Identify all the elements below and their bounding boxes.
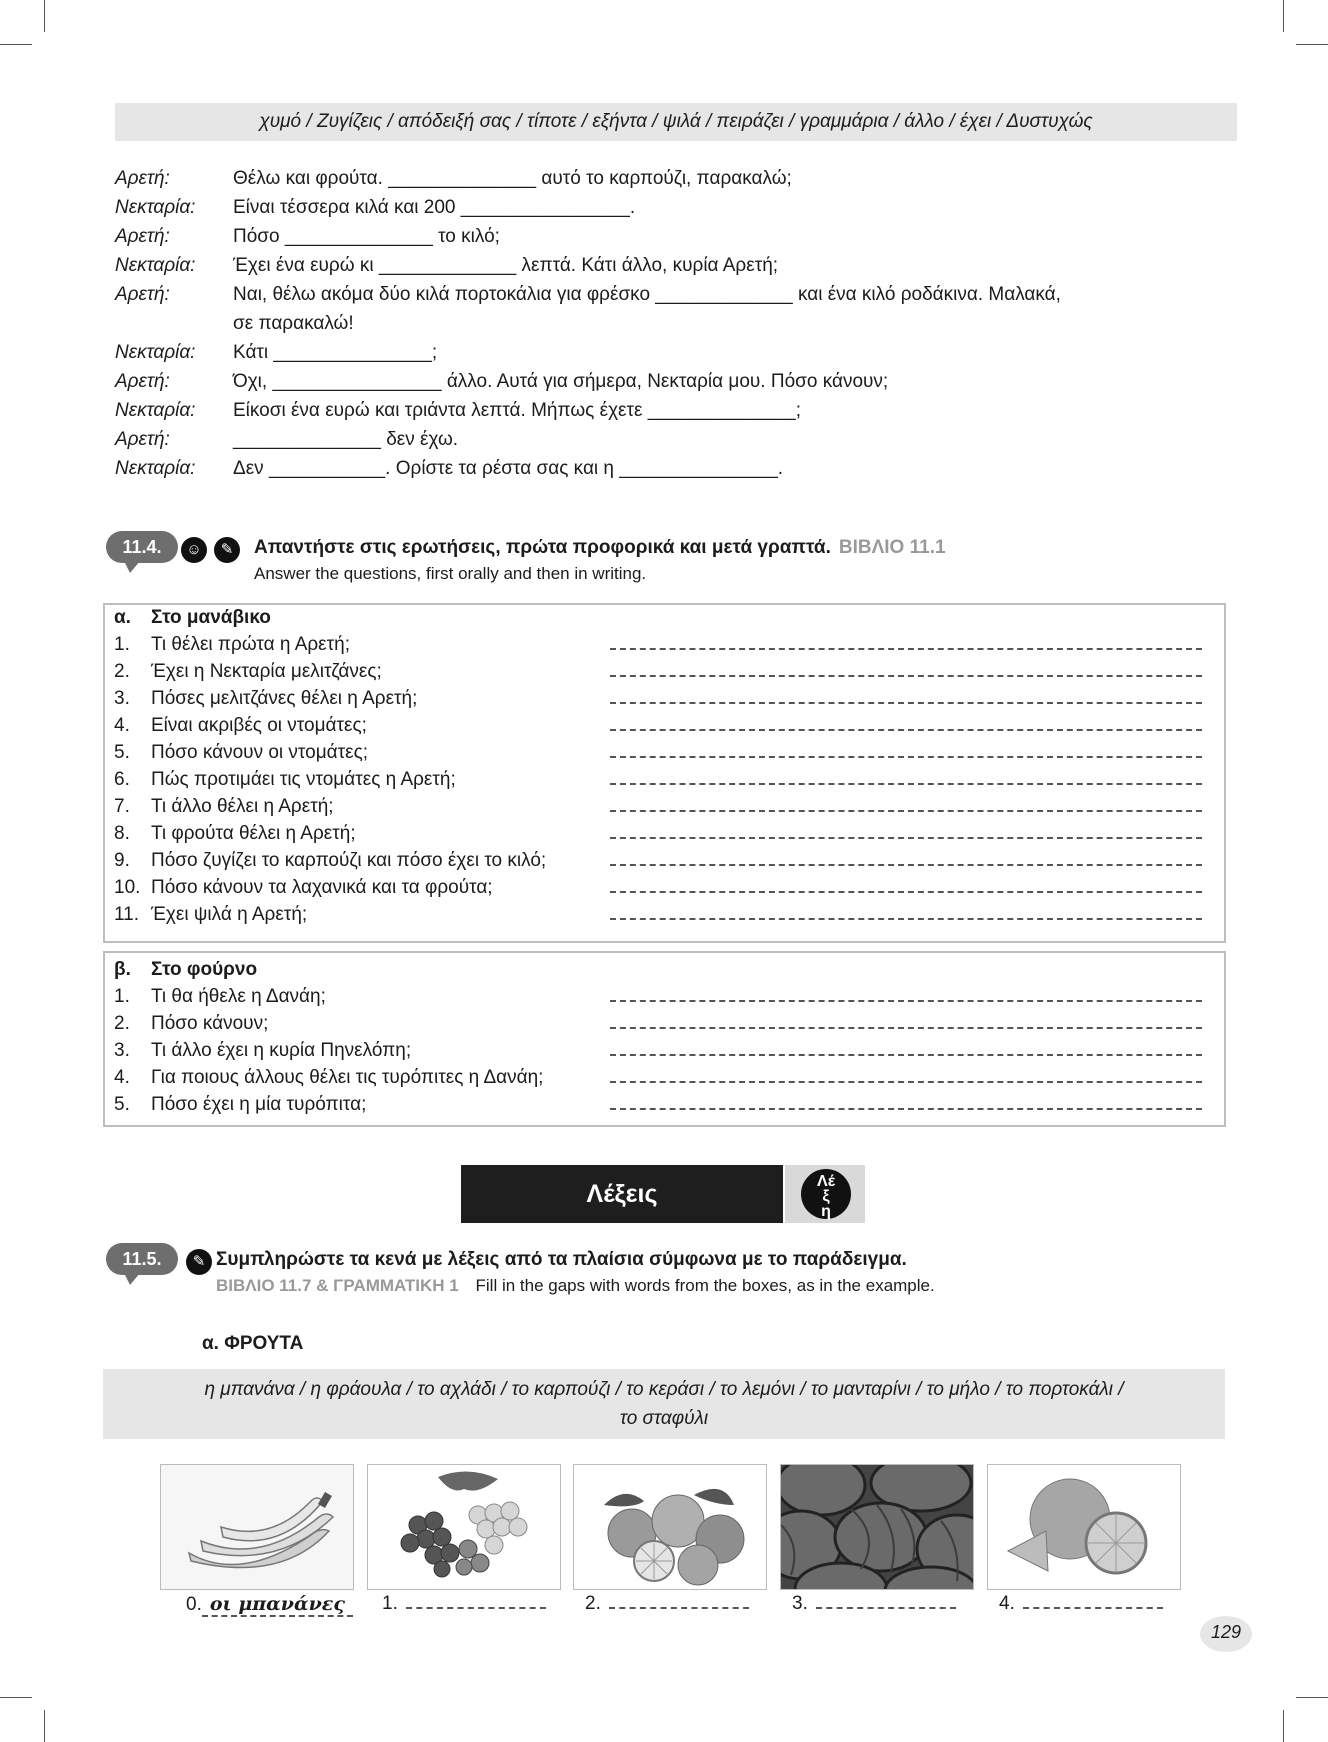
question [114, 847, 546, 874]
line-text: Είκοσι ένα ευρώ και τριάντα λεπτά. Μήπως έχετε ______________; [233, 400, 801, 421]
question-number: 2. [114, 661, 130, 682]
line-text: Δεν ___________. Ορίστε τα ρέστα σας και η _______________. [233, 458, 784, 479]
book-reference: ΒΙΒΛΙΟ 11.7 & ΓΡΑΜΜΑΤΙΚΗ 1 [216, 1276, 459, 1295]
caption-number: 3. [792, 1593, 808, 1614]
question-text: Τι φρούτα θέλει η Αρετή; [151, 823, 356, 844]
caption[interactable] [585, 1593, 749, 1615]
question-text: Πόσο κάνουν τα λαχανικά και τα φρούτα; [151, 877, 493, 898]
question-number: 10. [114, 877, 141, 898]
mandarins-image [573, 1464, 767, 1590]
dialogue-continuation: σε παρακαλώ! [233, 313, 354, 334]
question [114, 1037, 411, 1064]
word-box-line: το σταφύλι [619, 1408, 709, 1429]
question-text: Πόσο ζυγίζει το καρπούζι και πόσο έχει το κιλό; [151, 850, 547, 871]
section-letter: β. [114, 959, 131, 980]
question [114, 793, 334, 820]
book-reference: ΒΙΒΛΙΟ 11.1 [838, 537, 946, 558]
speaker: Αρετή: [115, 371, 170, 392]
question-number: 3. [114, 688, 130, 709]
banner-title: Λέξεις [586, 1180, 658, 1208]
dialogue-line [115, 164, 792, 193]
crop-mark [44, 0, 45, 32]
question-text: Τι θα ήθελε η Δανάη; [151, 986, 326, 1007]
answer-line[interactable] [610, 918, 1202, 920]
question [114, 631, 350, 658]
exercise-badge: 11.4. [106, 531, 178, 563]
question-number: 1. [114, 986, 130, 1007]
question [114, 1064, 543, 1091]
crop-mark [1296, 1697, 1328, 1698]
crop-mark [1283, 0, 1284, 32]
speaker: Νεκταρία: [115, 342, 196, 363]
question [114, 712, 367, 739]
question-text: Πόσο έχει η μία τυρόπιτα; [151, 1094, 367, 1115]
question [114, 1091, 366, 1118]
speak-icon: ☺ [181, 537, 207, 563]
question-number: 7. [114, 796, 130, 817]
question-number: 5. [114, 742, 130, 763]
question [114, 1010, 268, 1037]
lexeis-logo-icon [801, 1169, 851, 1219]
dialogue-line [115, 193, 635, 222]
line-text: Έχει ένα ευρώ κι _____________ λεπτά. Κάτι άλλο, κυρία Αρετή; [233, 255, 779, 276]
answer-line[interactable] [610, 675, 1202, 677]
line-text: Κάτι _______________; [233, 342, 438, 363]
answer-line[interactable] [610, 1081, 1202, 1083]
answer-gap[interactable] [609, 1593, 749, 1609]
answer-line[interactable] [610, 1027, 1202, 1029]
grapes-image [367, 1464, 561, 1590]
example-answer: οι μπανάνες [202, 1593, 353, 1617]
section-title: Στο φούρνο [151, 959, 258, 980]
speaker: Νεκταρία: [115, 197, 196, 218]
question [114, 658, 382, 685]
caption[interactable] [999, 1593, 1163, 1615]
word-box [115, 103, 1237, 141]
word-box-text: χυμό / Ζυγίζεις / απόδειξή σας / τίποτε / εξήντα / ψιλά / πειράζει / γραμμάρια / άλλο / έχει / Δυστυχώς [259, 111, 1093, 132]
exercise-badge: 11.5. [106, 1243, 178, 1275]
question-number: 1. [114, 634, 130, 655]
speaker: Αρετή: [115, 226, 170, 247]
section-letter: α. [114, 607, 131, 628]
question-number: 4. [114, 715, 130, 736]
answer-line[interactable] [610, 810, 1202, 812]
write-icon: ✎ [186, 1249, 212, 1275]
exercise-instruction: Συμπληρώστε τα κενά με λέξεις από τα πλαίσια σύμφωνα με το παράδειγμα. [216, 1249, 907, 1270]
question-text: Πώς προτιμάει τις ντομάτες η Αρετή; [151, 769, 456, 790]
dialogue-line [115, 425, 458, 454]
grapefruit-image [987, 1464, 1181, 1590]
caption-number: 0. [186, 1594, 202, 1615]
question-number: 5. [114, 1094, 130, 1115]
question-text: Έχει η Νεκταρία μελιτζάνες; [151, 661, 382, 682]
write-icon: ✎ [214, 537, 240, 563]
section-heading [114, 604, 271, 631]
lexeis-banner [461, 1165, 783, 1223]
question [114, 685, 417, 712]
speaker: Αρετή: [115, 284, 170, 305]
question-text: Πόσες μελιτζάνες θέλει η Αρετή; [151, 688, 418, 709]
dialogue-line [115, 454, 783, 483]
answer-gap[interactable] [816, 1593, 956, 1609]
question [114, 739, 368, 766]
line-text: Θέλω και φρούτα. ______________ αυτό το καρπούζι, παρακαλώ; [233, 168, 792, 189]
question-text: Έχει ψιλά η Αρετή; [151, 904, 308, 925]
question [114, 983, 326, 1010]
exercise-instruction [254, 537, 946, 559]
answer-line[interactable] [610, 648, 1202, 650]
question [114, 874, 493, 901]
speaker: Αρετή: [115, 429, 170, 450]
question-number: 4. [114, 1067, 130, 1088]
crop-mark [1283, 1710, 1284, 1742]
caption-number: 1. [382, 1593, 398, 1614]
line-text: Είναι τέσσερα κιλά και 200 ________________. [233, 197, 636, 218]
section-heading [114, 956, 257, 983]
section-title: Στο μανάβικο [151, 607, 271, 628]
question [114, 820, 356, 847]
crop-mark [0, 1697, 32, 1698]
instruction-english: Fill in the gaps with words from the boxes, as in the example. [475, 1276, 935, 1295]
answer-line[interactable] [610, 1108, 1202, 1110]
instruction-text: Απαντήστε στις ερωτήσεις, πρώτα προφορικά και μετά γραπτά. [254, 537, 831, 558]
question-text: Πόσο κάνουν; [151, 1013, 269, 1034]
logo-line: η [821, 1203, 831, 1220]
answer-line[interactable] [610, 729, 1202, 731]
speaker: Νεκταρία: [115, 458, 196, 479]
answer-line[interactable] [610, 1054, 1202, 1056]
question-text: Τι άλλο θέλει η Αρετή; [151, 796, 334, 817]
question-number: 11. [114, 904, 140, 925]
word-box-line: η μπανάνα / η φράουλα / το αχλάδι / το καρπούζι / το κεράσι / το λεμόνι / το μανταρίνι / το μήλο / το πορτοκάλι / [204, 1379, 1124, 1400]
line-text: ______________ δεν έχω. [233, 429, 459, 450]
question-number: 8. [114, 823, 130, 844]
instruction-reference-line [216, 1276, 935, 1296]
dialogue-line [115, 396, 801, 425]
page-number: 129 [1210, 1622, 1242, 1642]
speaker: Αρετή: [115, 168, 170, 189]
question-text: Τι άλλο έχει η κυρία Πηνελόπη; [151, 1040, 412, 1061]
dialogue-line [115, 338, 437, 367]
question [114, 901, 307, 928]
question-number: 3. [114, 1040, 130, 1061]
answer-line[interactable] [610, 783, 1202, 785]
question-text: Είναι ακριβές οι ντομάτες; [151, 715, 367, 736]
logo-line: Λέ [817, 1173, 835, 1190]
line-text: Πόσο ______________ το κιλό; [233, 226, 500, 247]
answer-line[interactable] [610, 864, 1202, 866]
question-text: Τι θέλει πρώτα η Αρετή; [151, 634, 350, 655]
crop-mark [1296, 44, 1328, 45]
logo-line: ξ [822, 1188, 830, 1205]
answer-line[interactable] [610, 891, 1202, 893]
caption[interactable] [382, 1593, 546, 1615]
answer-gap[interactable] [1023, 1593, 1163, 1609]
question [114, 766, 456, 793]
crop-mark [44, 1710, 45, 1742]
caption[interactable] [792, 1593, 956, 1615]
question-number: 6. [114, 769, 130, 790]
dialogue-line [115, 222, 500, 251]
answer-line[interactable] [610, 837, 1202, 839]
dialogue-line [115, 251, 778, 280]
speaker: Νεκταρία: [115, 400, 196, 421]
question-number: 2. [114, 1013, 130, 1034]
line-text: Ναι, θέλω ακόμα δύο κιλά πορτοκάλια για φρέσκο _____________ και ένα κιλό ροδάκινα. Μαλακά, [233, 284, 1061, 305]
question-text: Για ποιους άλλους θέλει τις τυρόπιτες η Δανάη; [151, 1067, 544, 1088]
watermelons-image [780, 1464, 974, 1590]
caption [186, 1593, 353, 1616]
fruits-word-box [103, 1369, 1225, 1439]
fruits-heading: α. ΦΡΟΥΤΑ [202, 1333, 304, 1354]
caption-number: 4. [999, 1593, 1015, 1614]
answer-line[interactable] [610, 756, 1202, 758]
bananas-image [160, 1464, 354, 1590]
instruction-english: Answer the questions, first orally and then in writing. [254, 564, 647, 583]
line-text: Όχι, ________________ άλλο. Αυτά για σήμερα, Νεκταρία μου. Πόσο κάνουν; [233, 371, 889, 392]
answer-line[interactable] [610, 1000, 1202, 1002]
speaker: Νεκταρία: [115, 255, 196, 276]
answer-gap[interactable] [406, 1593, 546, 1609]
caption-number: 2. [585, 1593, 601, 1614]
question-text: Πόσο κάνουν οι ντομάτες; [151, 742, 369, 763]
crop-mark [0, 44, 32, 45]
dialogue-line [115, 280, 1061, 309]
question-number: 9. [114, 850, 130, 871]
answer-line[interactable] [610, 702, 1202, 704]
dialogue-line [115, 367, 888, 396]
